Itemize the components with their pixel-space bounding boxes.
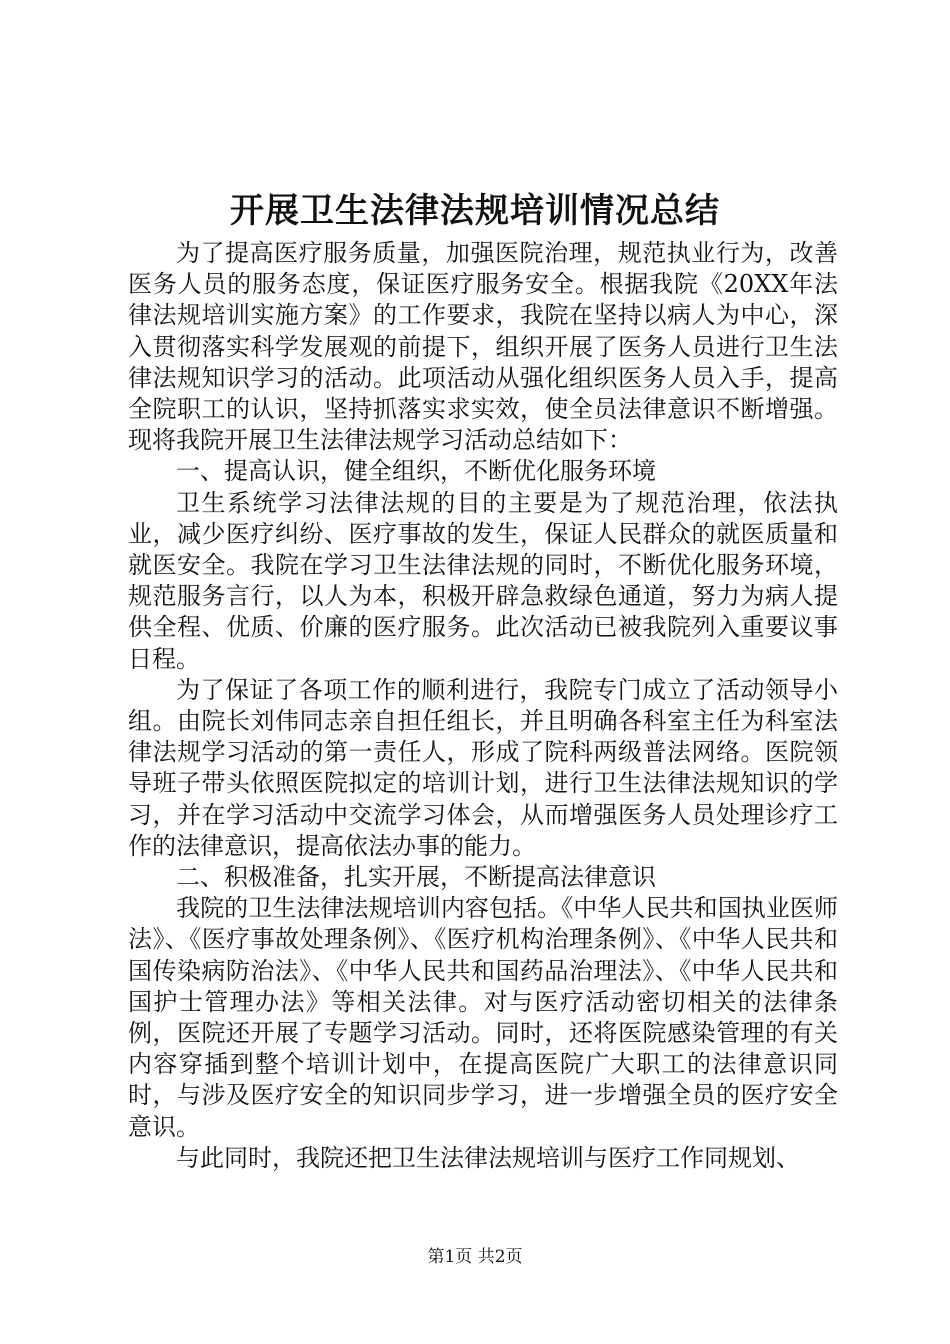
paragraph-section-2-b: 与此同时，我院还把卫生法律法规培训与医疗工作同规划、 (176, 1143, 800, 1172)
paragraph-section-1-b: 为了保证了各项工作的顺利进行，我院专门成立了活动领导小组。由院长刘伟同志亲自担任组长，并且明确各科室主任为科室法律法规学习活动的第一责任人，形成了院科两级普法网络。医院领导班子带头依照医院拟定的培训计划，进行卫生法律法规知识的学习，并在学习活动中交流学习体会，从而增强医务人员处理诊疗工作的法律意识，提高依法办事的能力。 (128, 675, 838, 860)
page-footer: 第1页 共2页 (427, 1247, 523, 1267)
paragraph-intro: 为了提高医疗服务质量，加强医院治理，规范执业行为，改善医务人员的服务态度，保证医疗服务安全。根据我院《20XX年法律法规培训实施方案》的工作要求，我院在坚持以病人为中心，深入贯彻落实科学发展观的前提下，组织开展了医务人员进行卫生法律法规知识学习的活动。此项活动从强化组织医务人员入手，提高全院职工的认识，坚持抓落实求实效，使全员法律意识不断增强。现将我院开展卫生法律法规学习活动总结如下： (128, 239, 838, 455)
paragraph-section-2-a: 我院的卫生法律法规培训内容包括。《中华人民共和国执业医师法》、《医疗事故处理条例》、《医疗机构治理条例》、《中华人民共和国传染病防治法》、《中华人民共和国药品治理法》、《中华人民共和国护士管理办法》等相关法律。对与医疗活动密切相关的法律条例，医院还开展了专题学习活动。同时，还将医院感染管理的有关内容穿插到整个培训计划中，在提高医院广大职工的法律意识同时，与涉及医疗安全的知识同步学习，进一步增强全员的医疗安全意识。 (128, 894, 838, 1141)
section-heading-1: 一、提高认识，健全组织，不断优化服务环境 (176, 457, 656, 486)
document-title: 开展卫生法律法规培训情况总结 (230, 191, 720, 231)
paragraph-section-1-a: 卫生系统学习法律法规的目的主要是为了规范治理，依法执业，减少医疗纠纷、医疗事故的发生，保证人民群众的就医质量和就医安全。我院在学习卫生法律法规的同时，不断优化服务环境，规范服务言行，以人为本，积极开辟急救绿色通道，努力为病人提供全程、优质、价廉的医疗服务。此次活动已被我院列入重要议事日程。 (128, 488, 838, 673)
section-heading-2: 二、积极准备，扎实开展，不断提高法律意识 (176, 863, 656, 892)
document-body (128, 238, 838, 1174)
